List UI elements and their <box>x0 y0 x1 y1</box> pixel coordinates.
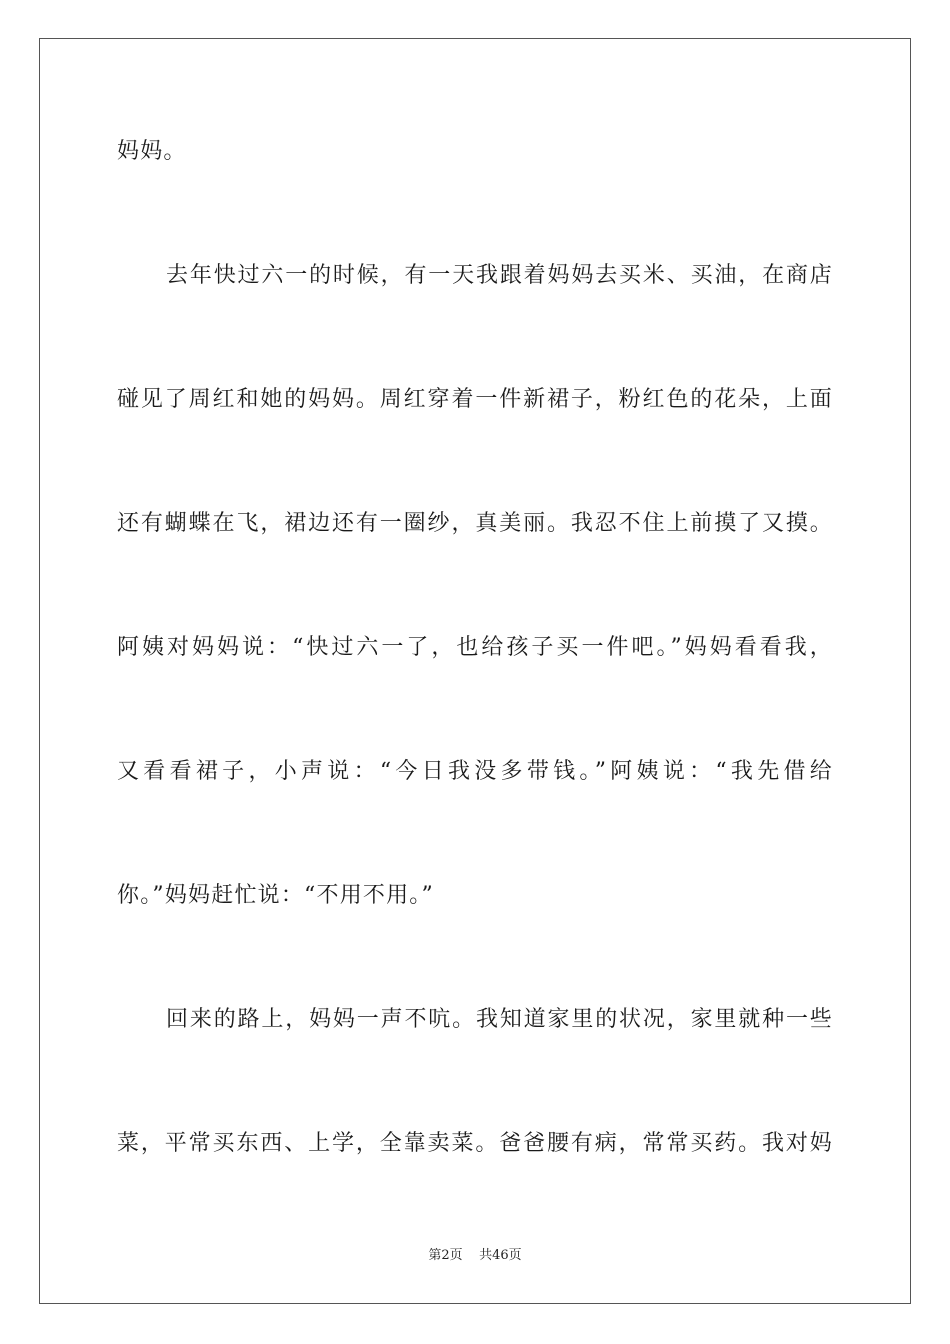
paragraph-line: 去年快过六一的时候，有一天我跟着妈妈去买米、买油，在商店 <box>166 263 833 288</box>
paragraph-line: 菜，平常买东西、上学，全靠卖菜。爸爸腰有病，常常买药。我对妈 <box>117 1131 833 1156</box>
paragraph-line: 阿姨对妈妈说：“快过六一了，也给孩子买一件吧。”妈妈看看我， <box>117 635 833 660</box>
page-footer <box>0 1247 950 1265</box>
paragraph-line: 妈妈。 <box>117 139 187 164</box>
paragraph-line: 回来的路上，妈妈一声不吭。我知道家里的状况，家里就种一些 <box>166 1007 833 1032</box>
paragraph-line: 碰见了周红和她的妈妈。周红穿着一件新裙子，粉红色的花朵，上面 <box>117 387 833 412</box>
paragraph-line: 又看看裙子，小声说：“今日我没多带钱。”阿姨说：“我先借给 <box>117 759 833 784</box>
paragraph-line: 还有蝴蝶在飞，裙边还有一圈纱，真美丽。我忍不住上前摸了又摸。 <box>117 511 833 536</box>
paragraph-line: 你。”妈妈赶忙说：“不用不用。” <box>117 883 434 908</box>
footer-spacer <box>463 1248 480 1263</box>
page-number: 第2页 <box>428 1248 463 1263</box>
page-border <box>39 38 911 1304</box>
page-total: 共46页 <box>479 1248 522 1263</box>
